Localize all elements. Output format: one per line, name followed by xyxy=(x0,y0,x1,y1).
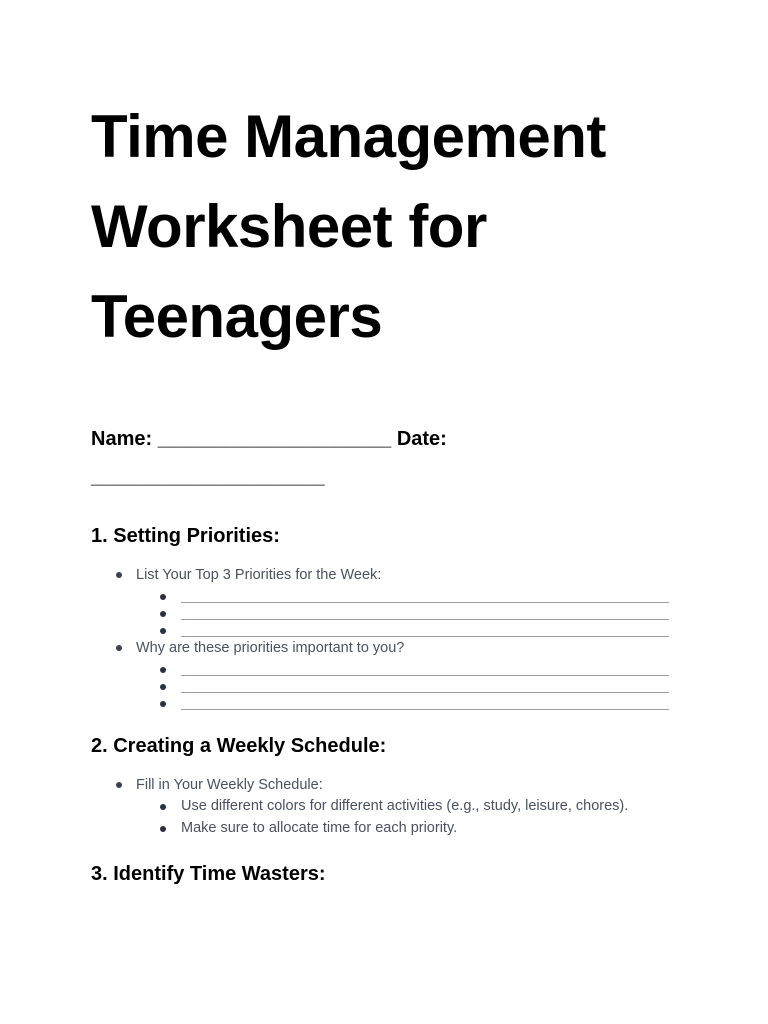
answer-line[interactable] xyxy=(181,659,669,676)
list-item: Make sure to allocate time for each priority. xyxy=(136,818,691,840)
blank-line-item xyxy=(136,586,691,603)
answer-line[interactable] xyxy=(181,603,669,620)
section-heading-setting-priorities: 1. Setting Priorities: xyxy=(91,525,280,547)
list-item-text: Why are these priorities important to you? xyxy=(136,640,405,656)
priority-blank-lines xyxy=(136,586,691,637)
blank-line-item xyxy=(136,659,691,676)
section-heading-weekly-schedule: 2. Creating a Weekly Schedule: xyxy=(91,735,387,757)
section-heading-time-wasters: 3. Identify Time Wasters: xyxy=(91,863,326,885)
answer-line[interactable] xyxy=(181,676,669,693)
list-item-text: Fill in Your Weekly Schedule: xyxy=(136,777,323,793)
blank-line-item xyxy=(136,693,691,710)
name-date-line: Name: _____________________ Date: _____________________ xyxy=(91,428,447,488)
answer-line[interactable] xyxy=(181,586,669,603)
worksheet-title: Time Management Worksheet for Teenagers xyxy=(91,103,606,350)
blank-line-item xyxy=(136,620,691,637)
schedule-list xyxy=(91,774,691,839)
importance-blank-lines xyxy=(136,659,691,710)
list-item: Use different colors for different activities (e.g., study, leisure, chores). xyxy=(136,796,691,818)
list-item-text: List Your Top 3 Priorities for the Week: xyxy=(136,567,382,583)
answer-line[interactable] xyxy=(181,693,669,710)
schedule-sublist xyxy=(136,796,691,839)
priorities-list xyxy=(91,564,691,710)
blank-line-item xyxy=(136,603,691,620)
list-item xyxy=(91,564,691,637)
blank-line-item xyxy=(136,676,691,693)
list-item xyxy=(91,637,691,710)
answer-line[interactable] xyxy=(181,620,669,637)
list-item xyxy=(91,774,691,839)
worksheet-page xyxy=(91,92,691,888)
